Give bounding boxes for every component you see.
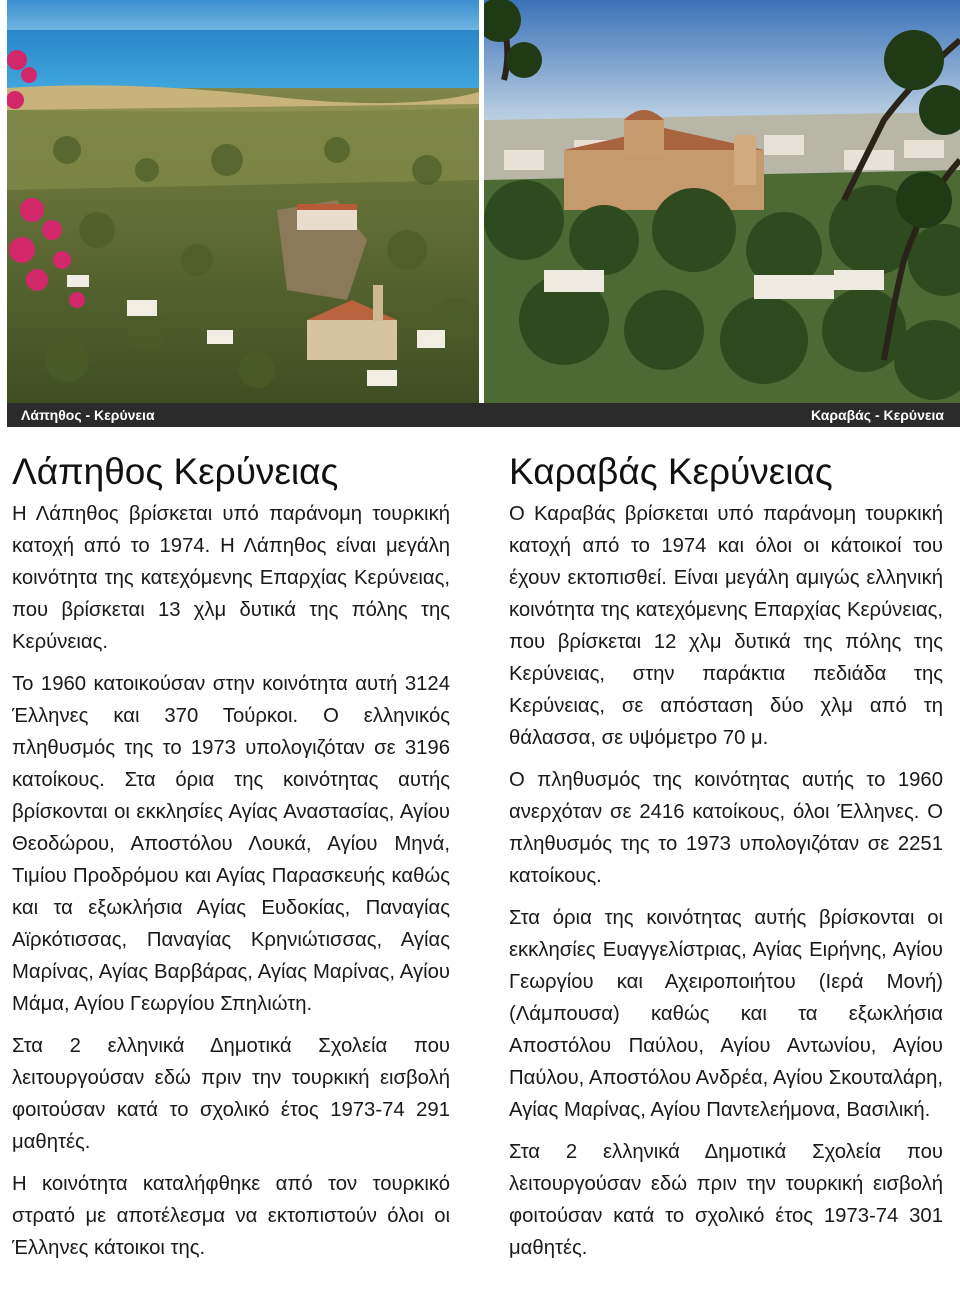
paragraph: Στα 2 ελληνικά Δημοτικά Σχολεία που λειτουργούσαν εδώ πριν την τουρκική εισβολή φοιτούσαν κατά το σχολικό έτος 1973-74 301 μαθητές. xyxy=(509,1141,943,1259)
paragraph: Η Λάπηθος βρίσκεται υπό παράνομη τουρκική κατοχή από το 1974. Η Λάπηθος είναι μεγάλη κοινότητα της κατεχόμενης Επαρχίας Κερύνειας, που βρίσκεται 13 χλμ δυτικά της πόλης της Κερύνειας. xyxy=(12,503,450,653)
photo-karavas xyxy=(484,0,960,403)
paragraph: Στα όρια της κοινότητας αυτής βρίσκονται οι εκκλησίες Ευαγγελίστριας, Αγίας Ειρήνης, Αγίου Γεωργίου και Αχειροποιήτου (Ιερά Μονή) (Λάμπουσα) καθώς και τα εξωκλήσια Αποστόλου Παύλου, Αγίου Αντωνίου, Αγίου Παύλου, Αποστόλου Ανδρέα, Αγίου Σκουταλάρη, Αγίας Μαρίνας, Αγίου Παντελεήμονα, Βασιλική. xyxy=(509,907,943,1121)
article-karavas xyxy=(509,448,943,1274)
paragraph: Το 1960 κατοικούσαν στην κοινότητα αυτή 3124 Έλληνες και 370 Τούρκοι. Ο ελληνικός πληθυσμός της το 1973 υπολογιζόταν σε 3196 κατοίκους. Στα όρια της κοινότητας αυτής βρίσκονται οι εκκλησίες Αγίας Αναστασίας, Αγίου Θεοδώρου, Αποστόλου Λουκά, Αγίου Μηνά, Τιμίου Προδρόμου και Αγίας Παρασκευής καθώς και τα εξωκλήσια Αγίας Ευδοκίας, Παναγίας Αϊρκότισσας, Παναγίας Κρηνιώτισσας, Αγίας Μαρίνας, Αγίας Βαρβάρας, Αγίας Μαρίνας, Αγίου Μάμα, Αγίου Γεωργίου Σπηλιώτη. xyxy=(12,673,450,1015)
title-karavas: Καραβάς Κερύνειας xyxy=(509,451,833,492)
paragraph: Η κοινότητα καταλήφθηκε από τον τουρκικό στρατό με αποτέλεσμα να εκτοπιστούν όλοι οι Έλληνες κάτοικοι της. xyxy=(12,1173,450,1259)
title-lapithos: Λάπηθος Κερύνειας xyxy=(12,451,339,492)
caption-right: Καραβάς - Κερύνεια xyxy=(810,407,944,423)
photo-lapithos xyxy=(7,0,479,403)
article-lapithos xyxy=(12,448,450,1274)
paragraph: Ο πληθυσμός της κοινότητας αυτής το 1960 ανερχόταν σε 2416 κατοίκους, όλοι Έλληνες. Ο πληθυσμός της το 1973 υπολογιζόταν σε 2251 κατοίκους. xyxy=(509,769,943,887)
paragraph: Στα 2 ελληνικά Δημοτικά Σχολεία που λειτουργούσαν εδώ πριν την τουρκική εισβολή φοιτούσαν κατά το σχολικό έτος 1973-74 291 μαθητές. xyxy=(12,1035,450,1153)
caption-bar xyxy=(7,403,960,427)
paragraph: Ο Καραβάς βρίσκεται υπό παράνομη τουρκική κατοχή από το 1974 και όλοι οι κάτοικοί του έχουν εκτοπισθεί. Είναι μεγάλη αμιγώς ελληνική κοινότητα της κατεχόμενης Επαρχίας Κερύνειας, που βρίσκεται 12 χλμ δυτικά της πόλης της Κερύνειας, στην παράκτια πεδιάδα της Κερύνειας, σε απόσταση δύο χλμ από τη θάλασσα, σε υψόμετρο 70 μ. xyxy=(509,503,943,749)
caption-left: Λάπηθος - Κερύνεια xyxy=(21,407,155,423)
